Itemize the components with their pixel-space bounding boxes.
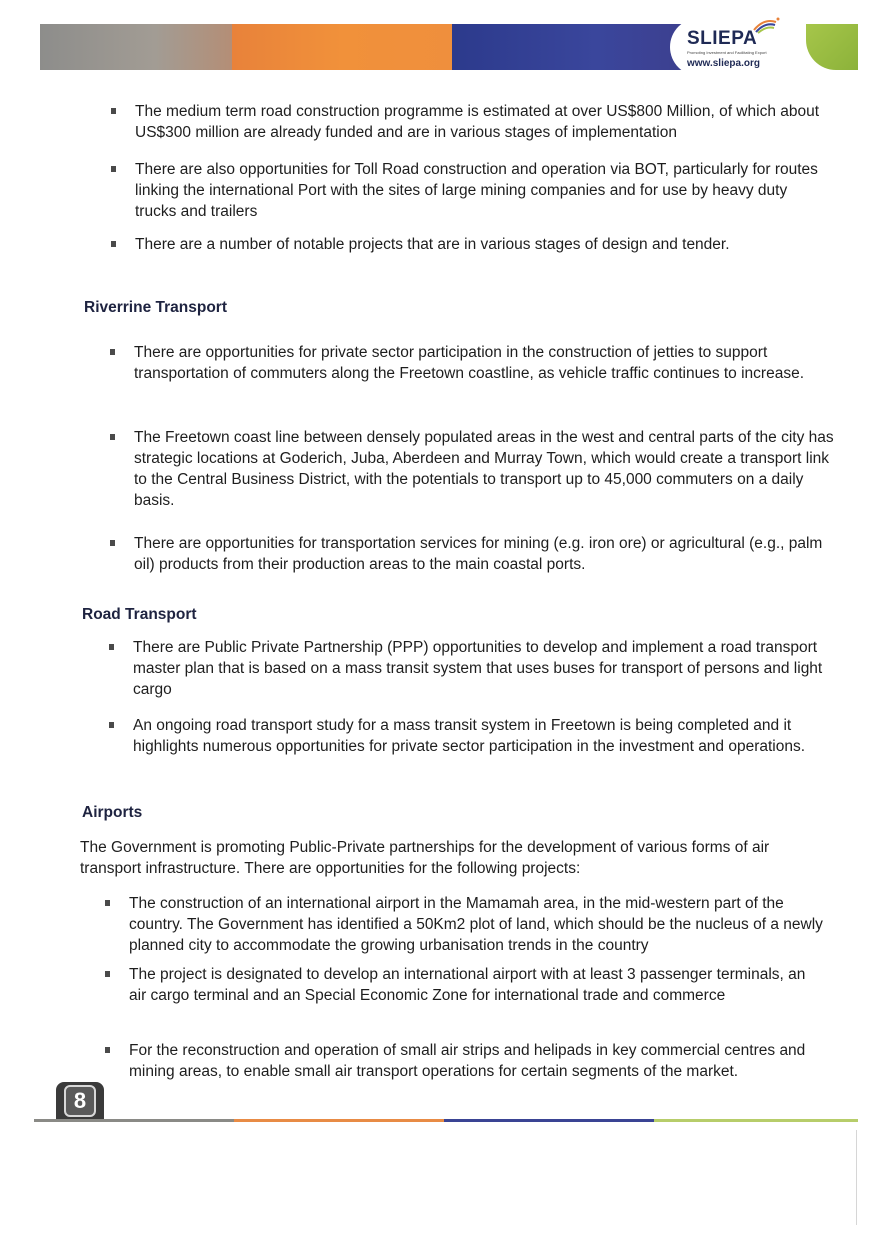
website-url: www.sliepa.org [687,58,760,69]
bullet-marker [111,108,116,114]
list-item: There are opportunities for transportation services for mining (e.g. iron ore) or agricultural (e.g., palm oil) products from their production areas to the main coastal ports. [134,533,834,575]
airports-intro-paragraph: The Government is promoting Public-Private partnerships for the development of various forms of air transport infrastructure. There are opportunities for the following projects: [80,839,770,877]
logo-arc-icon [752,16,780,34]
header-band-orange [232,24,452,70]
list-item: The project is designated to develop an international airport with at least 3 passenger terminals, an air cargo terminal and an Special Economic Zone for international trade and commerce [129,964,819,1006]
heading-road-transport: Road Transport [82,606,197,623]
bullet-marker [105,900,110,906]
bullet-marker [110,540,115,546]
page-edge-line [856,1130,857,1225]
list-item: The Freetown coast line between densely populated areas in the west and central parts of the city has strategic locations at Goderich, Juba, Aberdeen and Murray Town, which would create a transport link to the Central Business District, with the potentials to transport up to 45,000 commuters on a daily basis. [134,427,839,511]
list-item: The medium term road construction programme is estimated at over US$800 Million, of which about US$300 million are already funded and are in various stages of implementation [135,101,835,143]
bullet-marker [111,166,116,172]
bullet-marker [110,434,115,440]
bullet-marker [105,1047,110,1053]
bullet-marker [105,971,110,977]
header-band-blue [452,24,692,70]
logo-text: SLIEPA [687,28,758,49]
footer-line-green [654,1119,858,1122]
heading-airports: Airports [82,804,143,821]
bullet-marker [110,349,115,355]
bullet-marker [111,241,116,247]
footer-line-grey [34,1119,234,1122]
footer-line-orange [234,1119,444,1122]
list-item: There are opportunities for private sector participation in the construction of jetties to support transportation of commuters along the Freetown coastline, as vehicle traffic continues to increase. [134,342,834,384]
list-item: There are Public Private Partnership (PPP) opportunities to develop and implement a road transport master plan that is based on a mass transit system that uses buses for transport of persons and light cargo [133,637,823,700]
list-item: An ongoing road transport study for a mass transit system in Freetown is being completed and it highlights numerous opportunities for private sector participation in the investment and operations. [133,715,838,757]
list-item: There are also opportunities for Toll Road construction and operation via BOT, particularly for routes linking the international Port with the sites of large mining companies and for use by heavy duty trucks and trailers [135,159,825,222]
logo-tagline: Promoting Investment and Facilitating Export [687,50,767,55]
footer-line-blue [444,1119,654,1122]
bullet-marker [109,644,114,650]
list-item: There are a number of notable projects that are in various stages of design and tender. [135,234,835,255]
list-item: For the reconstruction and operation of small air strips and helipads in key commercial centres and mining areas, to enable small air transport operations for certain segments of the market. [129,1040,829,1082]
list-item: The construction of an international airport in the Mamamah area, in the mid-western part of the country. The Government has identified a 50Km2 plot of land, which should be the nucleus of a newly planned city to accommodate the growing urbanisation trends in the country [129,893,834,956]
page-number: 8 [64,1085,96,1117]
heading-riverrine-transport: Riverrine Transport [84,299,227,316]
bullet-marker [109,722,114,728]
header-band-grey [40,24,232,70]
